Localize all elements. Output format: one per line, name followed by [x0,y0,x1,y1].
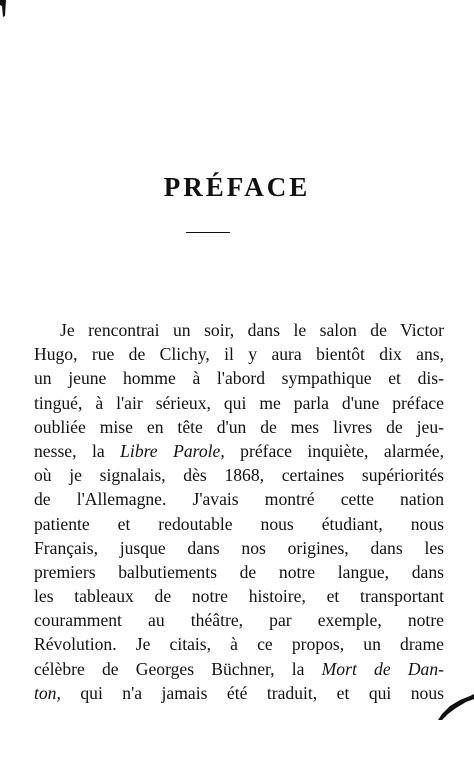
ink-mark-bottom-right [434,690,474,726]
text-line [34,560,444,584]
text-line [34,342,444,366]
italic-text: ton, [34,682,61,703]
text-run: nesse, la [34,440,121,461]
text-run: célèbre de Georges Büchner, la [34,658,322,679]
text-run: patiente et redoutable nous étudiant, nous [34,513,444,534]
text-line [34,487,444,511]
text-run: tingué, à l'air sérieux, qui me parla d'une préface [34,392,444,413]
text-run: Hugo, rue de Clichy, il y aura bientôt dix ans, [34,344,444,365]
text-run: Révolution. Je citais, à ce propos, un drame [34,634,444,655]
text-run: les tableaux de notre histoire, et transportant [34,586,444,607]
text-line [34,391,444,415]
text-line [34,657,444,681]
text-run: couramment au théâtre, par exemple, notre [34,610,444,631]
text-line [34,415,444,439]
text-line [34,512,444,536]
title-divider [186,232,230,233]
text-line [34,463,444,487]
italic-text: Mort de Dan- [321,658,444,679]
text-line [34,318,444,342]
text-run: Je rencontrai un soir, dans le salon de Victor [60,320,444,340]
text-run: un jeune homme à l'abord sympathique et dis- [34,368,444,389]
text-line [34,608,444,632]
text-line [34,536,444,560]
text-run: de l'Allemagne. J'avais montré cette nation [34,489,444,510]
text-line [34,681,444,705]
text-line [34,632,444,656]
text-line [34,439,444,463]
text-run: premiers balbutiements de notre langue, dans [34,561,444,582]
italic-text: Libre Parole [120,440,221,461]
text-line [34,584,444,608]
text-run: qui n'a jamais été traduit, et qui nous [60,682,444,703]
body-paragraph [34,318,444,705]
text-run: , préface inquiète, alarmée, [220,440,444,461]
text-run: Français, jusque dans nos origines, dans les [34,537,444,558]
text-run: oubliée mise en tête d'un de mes livres de jeu- [34,416,444,437]
text-run: où je signalais, dès 1868, certaines supériorités [34,465,444,486]
ink-mark-top-left [0,0,8,18]
text-line [34,366,444,390]
page-title: PRÉFACE [163,172,311,202]
